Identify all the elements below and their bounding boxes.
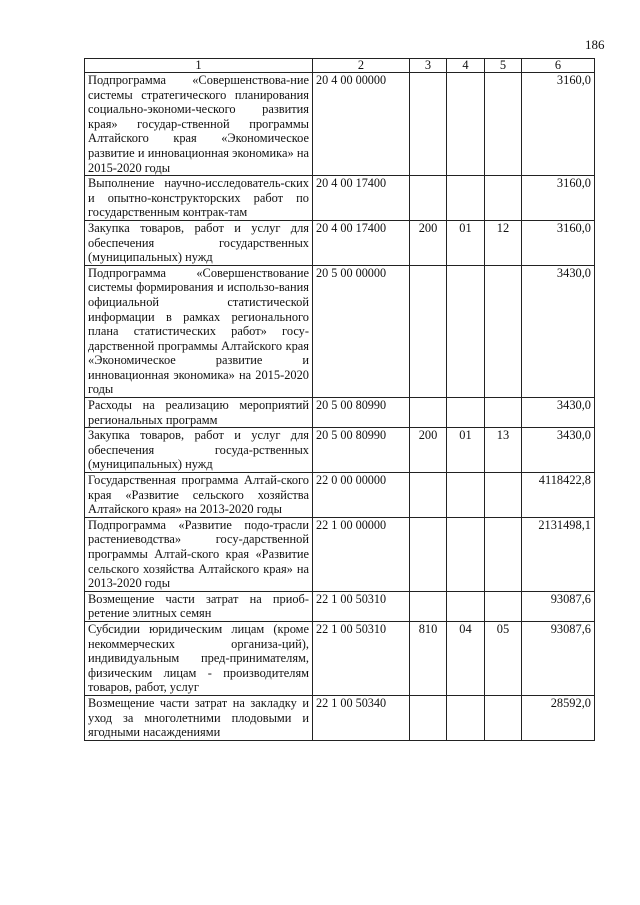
cell-col3 [410,265,447,397]
cell-name: Подпрограмма «Совершенствова-ние системы стратегического планирования социально-экономи-ческого развития края» государ-ственной программы Алтайского края «Экономическое развитие и инновационная экономика» на 2015-2020 годы [85,73,313,176]
header-row [85,59,595,73]
cell-name: Субсидии юридическим лицам (кроме некоммерческих организа-ций), индивидуальным пред-принимателям, физическим лицам - производителям товаров, работ, услуг [85,621,313,695]
cell-col3 [410,517,447,591]
cell-name: Возмещение части затрат на приоб-ретение элитных семян [85,591,313,621]
column-header-1: 1 [85,59,313,73]
cell-col3: 810 [410,621,447,695]
cell-col4 [447,398,485,428]
cell-col3 [410,176,447,221]
cell-name: Возмещение части затрат на закладку и уход за многолетними плодовыми и ягодными насаждениями [85,695,313,740]
cell-name: Подпрограмма «Развитие подо-трасли растениеводства» госу-дарственной программы Алтай-ского края «Развитие сельского хозяйства Алтайского края» на 2013-2020 годы [85,517,313,591]
cell-col5: 12 [485,220,522,265]
table-row [85,517,595,591]
cell-amount: 2131498,1 [522,517,595,591]
cell-col4: 04 [447,621,485,695]
cell-amount: 3430,0 [522,265,595,397]
cell-col5 [485,695,522,740]
cell-code: 22 1 00 00000 [313,517,410,591]
table-row [85,428,595,473]
cell-col3: 200 [410,428,447,473]
cell-code: 20 4 00 00000 [313,73,410,176]
cell-col5 [485,265,522,397]
column-header-5: 5 [485,59,522,73]
budget-table [84,58,595,741]
cell-col4: 01 [447,220,485,265]
cell-col4: 01 [447,428,485,473]
table-row [85,73,595,176]
cell-code: 22 1 00 50340 [313,695,410,740]
cell-name: Закупка товаров, работ и услуг для обеспечения госуда-рственных (муниципальных) нужд [85,428,313,473]
cell-col3 [410,473,447,518]
column-header-6: 6 [522,59,595,73]
cell-name: Расходы на реализацию мероприятий региональных программ [85,398,313,428]
cell-col4 [447,591,485,621]
cell-col4 [447,473,485,518]
column-header-3: 3 [410,59,447,73]
cell-code: 20 5 00 80990 [313,428,410,473]
cell-col5 [485,398,522,428]
cell-col3: 200 [410,220,447,265]
cell-col4 [447,73,485,176]
cell-col4 [447,517,485,591]
table-row [85,591,595,621]
cell-col4 [447,176,485,221]
table-row [85,621,595,695]
table-row [85,473,595,518]
cell-col5 [485,73,522,176]
column-header-2: 2 [313,59,410,73]
cell-amount: 93087,6 [522,591,595,621]
cell-code: 20 5 00 80990 [313,398,410,428]
cell-code: 22 1 00 50310 [313,621,410,695]
cell-col5 [485,473,522,518]
table-row [85,176,595,221]
cell-col5 [485,517,522,591]
cell-code: 22 1 00 50310 [313,591,410,621]
cell-col5 [485,176,522,221]
table-row [85,265,595,397]
table-row [85,220,595,265]
cell-code: 20 4 00 17400 [313,220,410,265]
cell-name: Подпрограмма «Совершенствование системы формирования и использо-вания официальной статистической информации в рамках регионального плана статистических работ» госу-дарственной программы Алтайского края «Экономическое развитие и инновационная экономика» на 2015-2020 годы [85,265,313,397]
cell-amount: 3160,0 [522,176,595,221]
cell-col5: 05 [485,621,522,695]
page-number: 186 [585,37,605,52]
cell-col5 [485,591,522,621]
table-row [85,695,595,740]
cell-amount: 3160,0 [522,220,595,265]
cell-code: 22 0 00 00000 [313,473,410,518]
column-header-4: 4 [447,59,485,73]
cell-amount: 3160,0 [522,73,595,176]
cell-amount: 3430,0 [522,398,595,428]
table-row [85,398,595,428]
cell-col5: 13 [485,428,522,473]
cell-name: Закупка товаров, работ и услуг для обеспечения государственных (муниципальных) нужд [85,220,313,265]
cell-code: 20 5 00 00000 [313,265,410,397]
cell-name: Выполнение научно-исследователь-ских и опытно-конструкторских работ по государственным контрак-там [85,176,313,221]
cell-name: Государственная программа Алтай-ского края «Развитие сельского хозяйства Алтайского края» на 2013-2020 годы [85,473,313,518]
cell-code: 20 4 00 17400 [313,176,410,221]
cell-col3 [410,695,447,740]
cell-col3 [410,591,447,621]
cell-amount: 3430,0 [522,428,595,473]
cell-amount: 28592,0 [522,695,595,740]
cell-col4 [447,265,485,397]
cell-col3 [410,398,447,428]
cell-amount: 4118422,8 [522,473,595,518]
cell-col3 [410,73,447,176]
cell-amount: 93087,6 [522,621,595,695]
cell-col4 [447,695,485,740]
